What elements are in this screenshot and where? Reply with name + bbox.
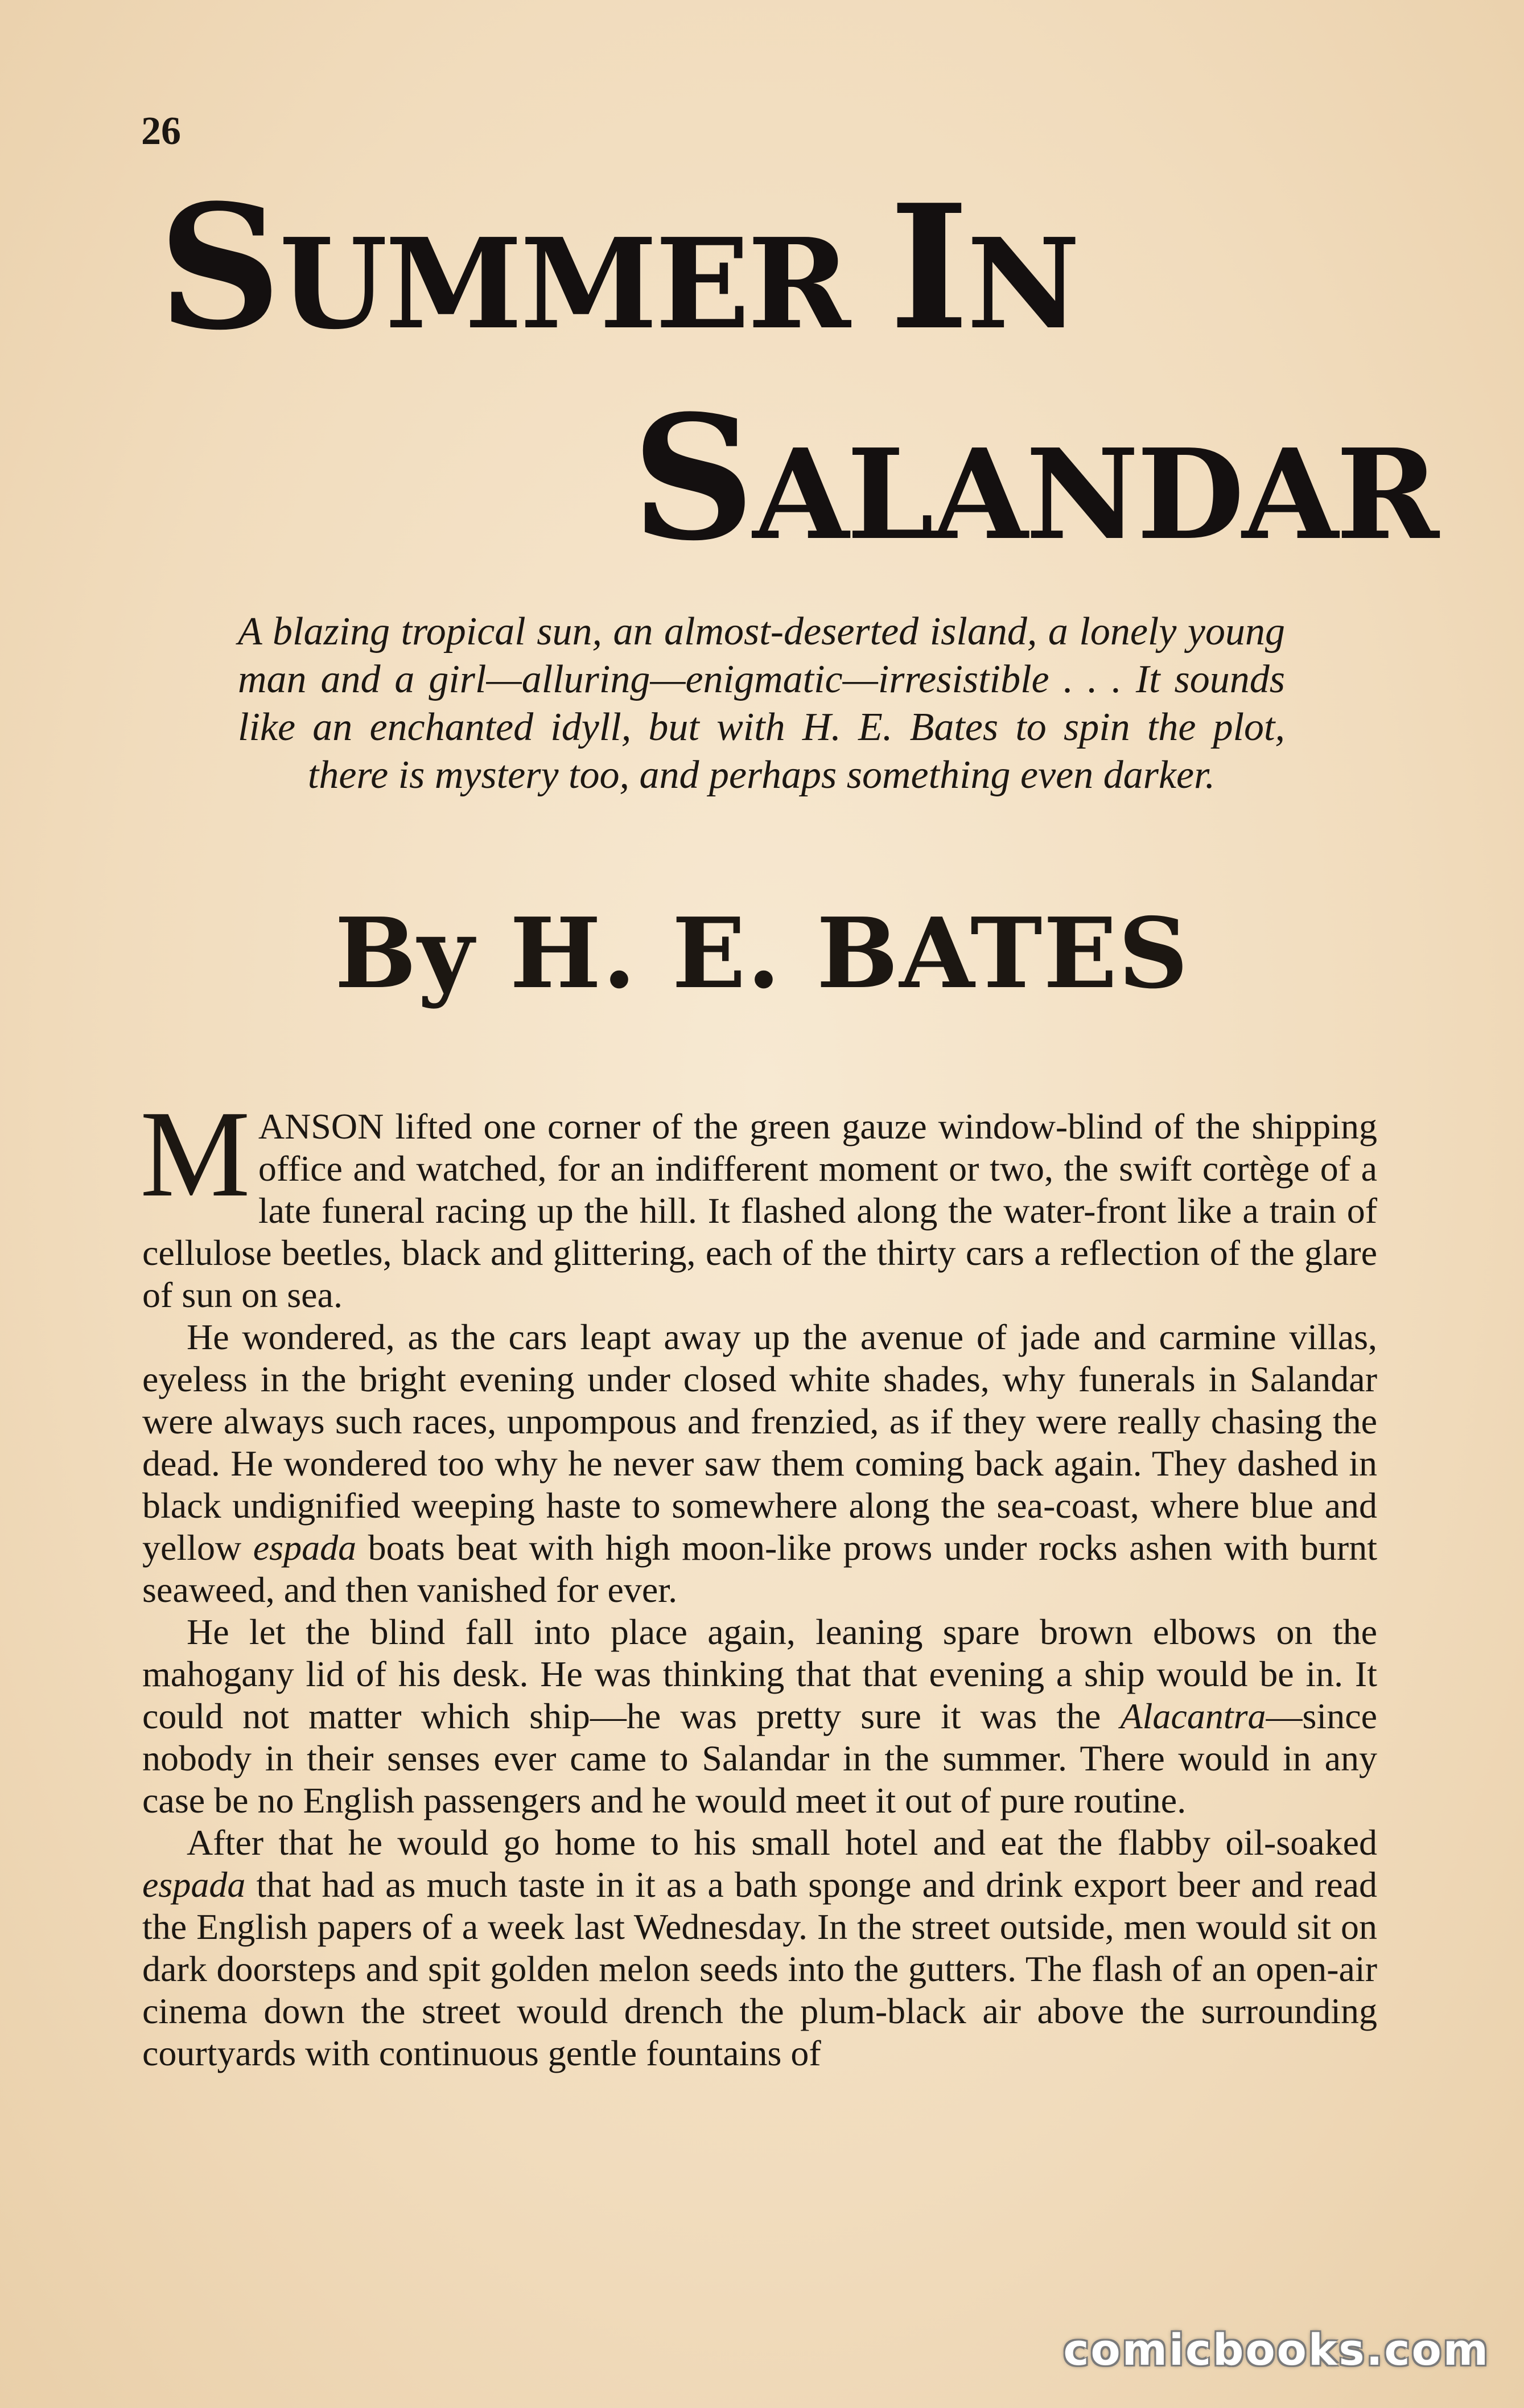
paragraph [142, 1611, 1377, 1822]
paragraph-text: ANSON lifted one corner of the green gauze window-blind of the shipping office and watched, for an indifferent moment or two, the swift cortège of a late funeral racing up the hill. It flashed along the water-front like a train of cellulose beetles, black and glittering, each of the thirty cars a reflection of the glare of sun on sea. [142, 1106, 1377, 1315]
page-number: 26 [141, 109, 181, 153]
paragraph [140, 1086, 1377, 1316]
paragraph [142, 1822, 1377, 2074]
title-initial: S [632, 377, 753, 578]
title-initial: S [158, 167, 279, 368]
paragraph-text: He wondered, as the cars leapt away up the avenue of jade and carmine villas, eyeless in the bright evening under closed white shades, why funerals in Salandar were always such races, unpompous and frenzied, as if they were really chasing the dead. He wondered too why he never saw them coming back again. They dashed in black undignified weeping haste to somewhere along the sea-coast, where blue and yellow [142, 1317, 1377, 1568]
paragraph-text: —since nobody in their senses ever came to Salandar in the summer. There would in any case be no English passengers and he would meet it out of pure routine. [142, 1696, 1377, 1821]
paragraph-text: boats beat with high moon-like prows under rocks ashen with burnt seaweed, and then vanished for ever. [142, 1527, 1378, 1610]
title-text: UMMER [279, 211, 889, 357]
italic-term: espada [142, 1864, 246, 1905]
paragraph-text: that had as much taste in it as a bath sponge and drink export beer and read the English papers of a week last Wednesday. In the street outside, men would sit on dark doorsteps and spit golden melon seeds into the gutters. The flash of an open-air cinema down the street would drench the plum-black air above the surrounding courtyards with continuous gentle fountains of [142, 1864, 1377, 2073]
title-initial: I [889, 167, 967, 368]
title-text: ALANDAR [752, 422, 1437, 568]
watermark-logo: comicbooks.com [1063, 2324, 1490, 2375]
title-text: N [966, 211, 1078, 357]
paragraph-text: After that he would go home to his small hotel and eat the flabby oil-soaked [187, 1822, 1377, 1863]
italic-ship-name: Alacantra [1120, 1696, 1266, 1736]
story-title-line-1 [158, 167, 1078, 368]
paragraph-text: He let the blind fall into place again, leaning spare brown elbows on the mahogany lid of his desk. He was thinking that that evening a ship would be in. It could not matter which ship—he was pretty sure it was the [142, 1612, 1377, 1736]
drop-cap: M [140, 1086, 250, 1223]
paragraph [142, 1316, 1377, 1611]
italic-term: espada [253, 1527, 357, 1568]
story-body [140, 1086, 1378, 2074]
story-dek: A blazing tropical sun, an almost-deserted island, a lonely young man and a girl—alluring—enigmatic—irresistible . . . It sounds like an enchanted idyll, but with H. E. Bates to spin the plot, there is mystery too, and perhaps something even darker. [238, 610, 1285, 797]
story-title-line-2 [632, 377, 1437, 578]
byline: By H. E. BATES [335, 897, 1189, 1010]
